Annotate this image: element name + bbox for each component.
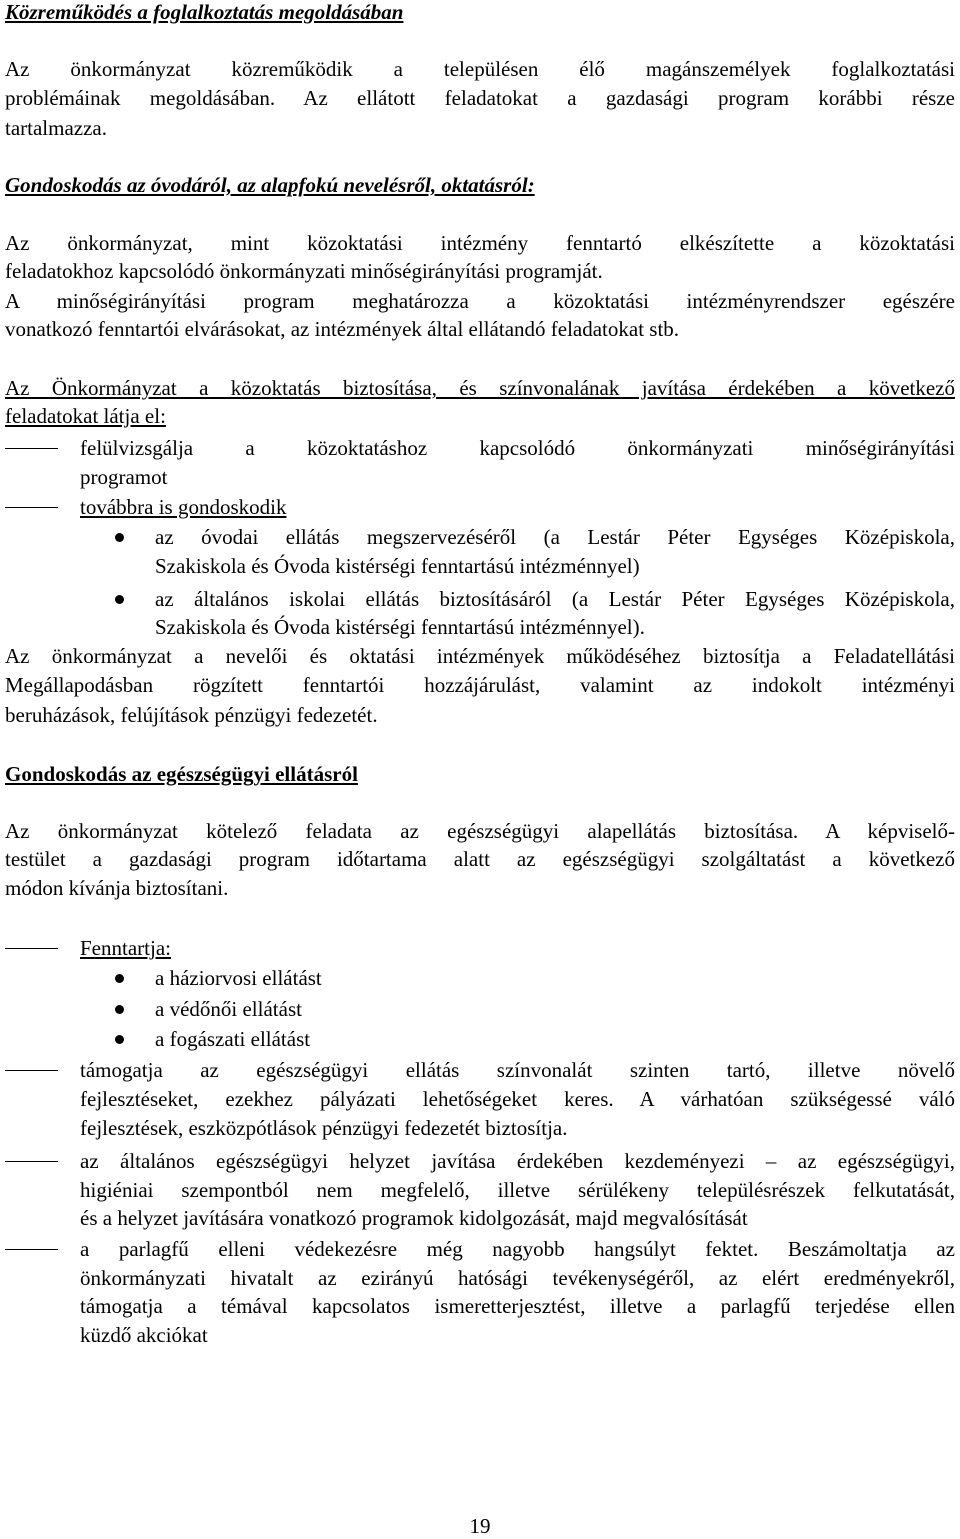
- list-item: Fenntartja:: [80, 936, 171, 960]
- section-heading-education: Gondoskodás az óvodáról, az alapfokú nevelésről, oktatásról:: [5, 173, 535, 197]
- paragraph-line: Az Önkormányzat a közoktatás biztosítása, és színvonalának javítása érdekében a következő: [5, 376, 955, 400]
- dash-bullet-icon: [5, 948, 58, 949]
- section-heading-health: Gondoskodás az egészségügyi ellátásról: [5, 762, 358, 786]
- paragraph-line: tartalmazza.: [5, 116, 108, 140]
- dash-bullet-icon: [5, 1070, 58, 1071]
- paragraph-line: Az önkormányzat közreműködik a településen élő magánszemélyek foglalkoztatási: [5, 57, 955, 81]
- dash-bullet-icon: [5, 1161, 58, 1162]
- list-item: küzdő akciókat: [80, 1323, 208, 1347]
- sub-list-item: a fogászati ellátást: [155, 1027, 311, 1051]
- list-item: önkormányzati hivatalt az ezirányú hatósági tevékenységéről, az elért eredményekről,: [80, 1266, 955, 1290]
- paragraph-line: vonatkozó fenntartói elvárásokat, az intézmények által ellátandó feladatokat stb.: [5, 317, 680, 341]
- paragraph-line: testület a gazdasági program időtartama alatt az egészségügyi szolgáltatást a következő: [5, 847, 955, 871]
- list-item: továbbra is gondoskodik: [80, 495, 287, 519]
- list-item: az általános egészségügyi helyzet javítása érdekében kezdeményezi – az egészségügyi,: [80, 1149, 955, 1173]
- list-item: higiéniai szempontból nem megfelelő, illetve sérülékeny településrészek felkutatását,: [80, 1178, 955, 1202]
- list-item: fejlesztéseket, ezekhez pályázati lehetőségeket keres. A várhatóan szükségessé váló: [80, 1087, 955, 1111]
- sub-list-item: az óvodai ellátás megszervezéséről (a Lestár Péter Egységes Középiskola,: [155, 525, 955, 549]
- paragraph-line: beruházások, felújítások pénzügyi fedezetét.: [5, 703, 378, 727]
- paragraph-line: Az önkormányzat a nevelői és oktatási intézmények működéséhez biztosítja a Feladatellátási: [5, 644, 955, 668]
- paragraph-line: problémáinak megoldásában. Az ellátott feladatokat a gazdasági program korábbi része: [5, 86, 955, 110]
- paragraph-line: Az önkormányzat, mint közoktatási intézmény fenntartó elkészítette a közoktatási: [5, 231, 955, 255]
- round-bullet-icon: [115, 533, 124, 542]
- list-item: fejlesztések, eszközpótlások pénzügyi fedezetét biztosítja.: [80, 1116, 568, 1140]
- dash-bullet-icon: [5, 448, 58, 449]
- round-bullet-icon: [115, 974, 124, 983]
- list-item: támogatja az egészségügyi ellátás színvonalát szinten tartó, illetve növelő: [80, 1058, 955, 1082]
- sub-list-item: Szakiskola és Óvoda kistérségi fenntartású intézménnyel): [155, 554, 640, 578]
- dash-bullet-icon: [5, 507, 58, 508]
- round-bullet-icon: [115, 595, 124, 604]
- paragraph-line: módon kívánja biztosítani.: [5, 876, 229, 900]
- sub-list-item: a védőnői ellátást: [155, 997, 302, 1021]
- paragraph-line: feladatokat látja el:: [5, 404, 166, 428]
- dash-bullet-icon: [5, 1249, 58, 1250]
- list-item: felülvizsgálja a közoktatáshoz kapcsolódó önkormányzati minőségirányítási: [80, 436, 955, 460]
- paragraph-line: Megállapodásban rögzített fenntartói hozzájárulást, valamint az indokolt intézményi: [5, 673, 955, 697]
- round-bullet-icon: [115, 1005, 124, 1014]
- section-heading-employment: Közreműködés a foglalkoztatás megoldásában: [5, 0, 404, 24]
- sub-list-item: az általános iskolai ellátás biztosításáról (a Lestár Péter Egységes Középiskola,: [155, 587, 955, 611]
- list-item: támogatja a témával kapcsolatos ismeretterjesztést, illetve a parlagfű terjedése ellen: [80, 1294, 955, 1318]
- sub-list-item: a háziorvosi ellátást: [155, 966, 322, 990]
- list-item: programot: [80, 465, 168, 489]
- sub-list-item: Szakiskola és Óvoda kistérségi fenntartású intézménnyel).: [155, 615, 645, 639]
- page-number: 19: [469, 1514, 491, 1538]
- paragraph-line: Az önkormányzat kötelező feladata az egészségügyi alapellátás biztosítása. A képviselő-: [5, 819, 955, 843]
- list-item: és a helyzet javítására vonatkozó programok kidolgozását, majd megvalósítását: [80, 1206, 748, 1230]
- list-item: a parlagfű elleni védekezésre még nagyobb hangsúlyt fektet. Beszámoltatja az: [80, 1237, 955, 1261]
- paragraph-line: feladatokhoz kapcsolódó önkormányzati minőségirányítási programját.: [5, 259, 603, 283]
- paragraph-line: A minőségirányítási program meghatározza a közoktatási intézményrendszer egészére: [5, 289, 955, 313]
- round-bullet-icon: [115, 1035, 124, 1044]
